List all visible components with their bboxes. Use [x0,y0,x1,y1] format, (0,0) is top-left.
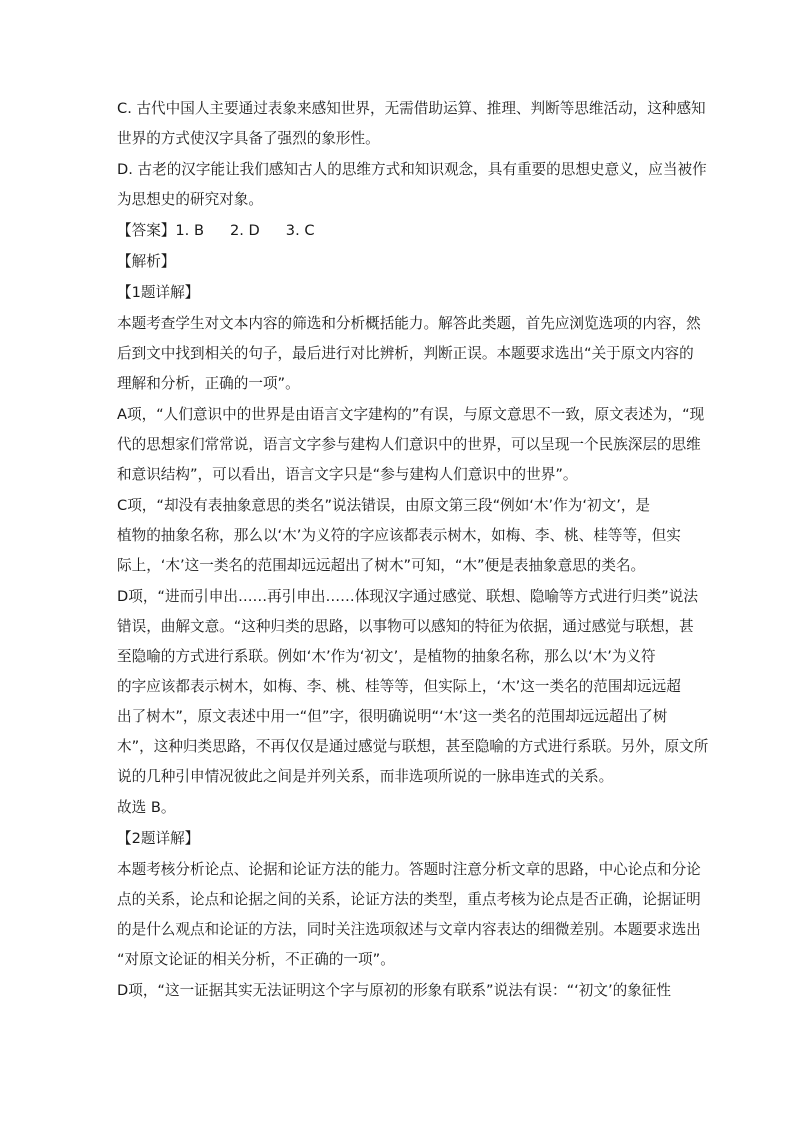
q1-a-line: 和意识结构”，可以看出，语言文字只是“参与建构人们意识中的世界”。 [117,466,578,483]
q1-intro-line: 理解和分析，正确的一项”。 [117,375,300,392]
answer-item: 1. B [175,222,204,239]
q1-d-line: 的字应该都表示树木，如梅、李、桃、桂等等，但实际上，‘木’这一类名的范围却远远超 [117,678,681,695]
q2-d-line: D项，“这一证据其实无法证明这个字与原初的形象有联系”说法有误：“‘初文’的象征性 [117,982,671,999]
option-d-line: D. 古老的汉字能让我们感知古人的思维方式和知识观念，具有重要的思想史意义，应当被作 [117,161,707,178]
q1-d-line: 木”，这种归类思路，不再仅仅是通过感觉与联想，甚至隐喻的方式进行系联。另外，原文所 [117,738,709,755]
q1-option-d-analysis [117,586,709,787]
q1-d-line: 说的几种引申情况彼此之间是并列关系，而非选项所说的一脉串连式的关系。 [117,768,614,785]
answer-tag: 【答案】 [117,222,176,239]
q1-heading: 【1题详解】 [117,284,200,301]
q2-intro-line: 的是什么观点和论证的方法，同时关注选项叙述与文章内容表达的细微差别。本题要求选出 [117,921,701,938]
q1-intro-line: 后到文中找到相关的句子，最后进行对比辨析，判断正误。本题要求选出“关于原文内容的 [117,345,694,362]
q2-intro-line: 本题考核分析论点、论据和论证方法的能力。答题时注意分析文章的思路，中心论点和分论 [117,861,701,878]
q1-intro [117,313,701,394]
analysis-tag: 【解析】 [117,253,176,270]
document-page [117,98,709,1001]
q1-intro-line: 本题考查学生对文本内容的筛选和分析概括能力。解答此类题，首先应浏览选项的内容，然 [117,315,701,332]
q2-heading: 【2题详解】 [117,830,200,847]
q1-d-line: 错误，曲解文意。“这种归类的思路，以事物可以感知的特征为依据，通过感觉与联想，甚 [117,618,694,635]
option-c-line: C. 古代中国人主要通过表象来感知世界，无需借助运算、推理、判断等思维活动，这种感知 [117,100,706,117]
q1-conclusion: 故选 B。 [117,799,176,816]
q2-intro [117,859,701,970]
q1-d-line: 至隐喻的方式进行系联。例如‘木’作为‘初文’，是植物的抽象名称，那么以‘木’为义符 [117,648,656,665]
option-c-line: 世界的方式使汉字具备了强烈的象形性。 [117,130,380,147]
q1-a-line: 代的思想家们常常说，语言文字参与建构人们意识中的世界，可以呈现一个民族深层的思维 [117,436,701,453]
answer-line [117,220,683,241]
answer-item: 2. D [229,222,260,239]
answer-item: 3. C [285,222,315,239]
q1-d-line: 出了树木”，原文表述中用一“但”字，很明确说明“‘木’这一类名的范围却远远超出了树 [117,708,668,725]
option-d-line: 为思想史的研究对象。 [117,191,263,208]
q2-option-d-analysis [117,980,683,1001]
q2-intro-line: “对原文论证的相关分析，不正确的一项”。 [117,951,395,968]
q1-d-line: D项，“进而引申出……再引申出……体现汉字通过感觉、联想、隐喻等方式进行归类”说法 [117,588,698,605]
q1-c-line: 际上，‘木’这一类名的范围却远远超出了树木”可知，“木”便是表抽象意思的类名。 [117,557,646,574]
q1-a-line: A项，“人们意识中的世界是由语言文字建构的”有误，与原文意思不一致，原文表述为，“现 [117,406,705,423]
q2-intro-line: 点的关系，论点和论据之间的关系，论证方法的类型，重点考核为论点是否正确，论据证明 [117,891,701,908]
q1-c-line: 植物的抽象名称，那么以‘木’为义符的字应该都表示树木，如梅、李、桃、桂等等，但实 [117,527,681,544]
option-c [117,98,706,149]
option-d [117,159,707,210]
q1-c-line: C项，“却没有表抽象意思的类名”说法错误，由原文第三段“例如‘木’作为‘初文’，是 [117,497,651,514]
q1-option-a-analysis [117,404,705,485]
q1-option-c-analysis [117,495,683,576]
